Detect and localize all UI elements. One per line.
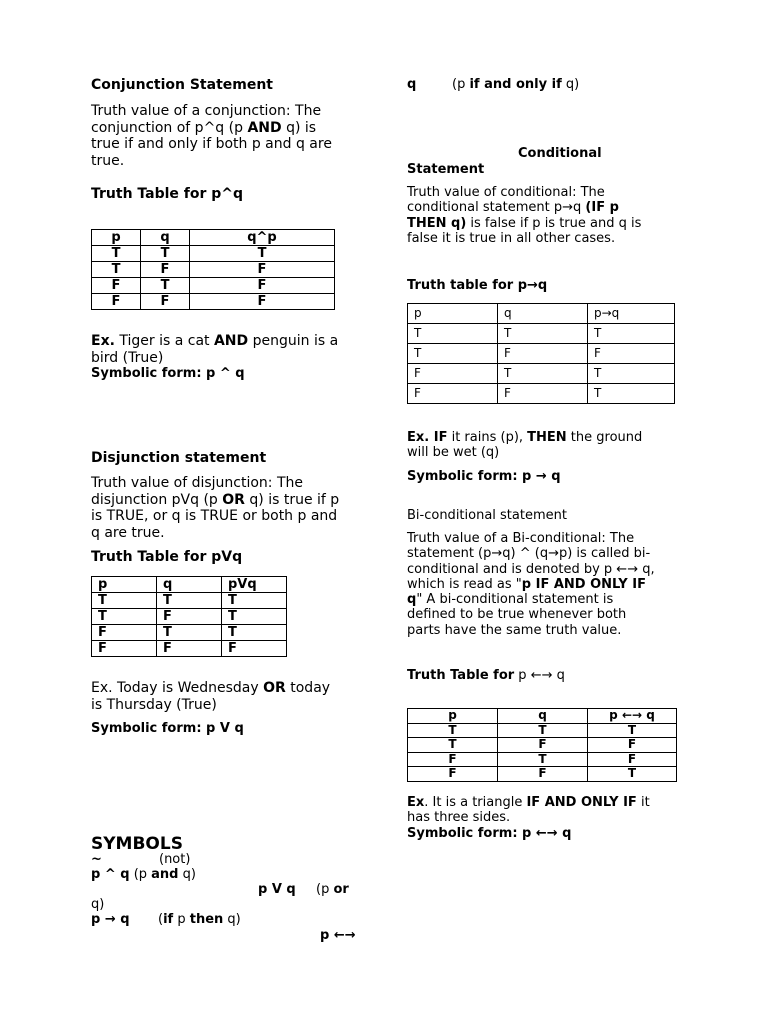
symbolic-form <box>91 366 381 383</box>
not-label: (not) <box>159 852 191 867</box>
table-row <box>408 324 675 344</box>
text-run: : p V q <box>196 721 244 736</box>
text-run: (p <box>452 77 470 92</box>
text-run: then <box>189 912 224 927</box>
text-run: q) <box>223 912 241 927</box>
text-run: Truth Table for <box>407 668 515 683</box>
text-run: " A bi-conditional statement is <box>416 592 614 608</box>
table-row <box>408 709 677 724</box>
text-line: is TRUE, or q is TRUE or both p and <box>91 508 338 524</box>
biconditional-definition <box>407 531 697 638</box>
text-line: statement (p→q) ^ (q→p) is called bi- <box>407 546 651 562</box>
conditional-truth-table <box>407 303 675 404</box>
text-run: : p ^ q <box>196 366 245 381</box>
table-cell: T <box>92 609 157 625</box>
table-cell: q^p <box>190 230 335 246</box>
table-row <box>92 641 287 657</box>
table-cell: p <box>92 577 157 593</box>
text-run: conjunction of p^q (p <box>91 119 248 136</box>
table-row <box>92 625 287 641</box>
text-run: it <box>636 795 650 810</box>
conjunction-table-title: Truth Table for p^q <box>91 186 244 202</box>
text-run: if and only if <box>469 77 562 92</box>
or-label <box>316 882 349 898</box>
text-run: OR <box>263 680 286 696</box>
table-row <box>92 577 287 593</box>
conditional-heading: Conditional <box>518 146 602 161</box>
table-cell: p→q <box>588 304 675 324</box>
text-line: Truth value of a conjunction: The <box>91 103 322 119</box>
text-run: Symbolic form <box>407 825 513 841</box>
iff-label <box>452 77 579 93</box>
symbolic-form <box>91 721 244 736</box>
text-run: (p <box>316 882 334 897</box>
table-row <box>408 723 677 738</box>
text-run: q) is <box>281 119 317 136</box>
table-cell: q <box>498 709 588 724</box>
disjunction-table-title: Truth Table for pVq <box>91 549 243 565</box>
table-cell: F <box>190 294 335 310</box>
text-run: if <box>163 912 174 927</box>
table-cell: F <box>408 364 498 384</box>
table-cell: F <box>141 262 190 278</box>
text-run: disjunction pVq (p <box>91 491 223 508</box>
text-line: bird (True) <box>91 349 164 366</box>
table-cell: F <box>588 344 675 364</box>
table-cell: T <box>141 278 190 294</box>
text-line <box>407 216 687 231</box>
text-run: THEN q) <box>407 215 467 231</box>
table-row <box>92 262 335 278</box>
table-cell: T <box>588 324 675 344</box>
disjunction-truth-table <box>91 576 287 657</box>
table-cell: F <box>408 752 498 767</box>
table-cell: F <box>92 625 157 641</box>
table-cell: q <box>498 304 588 324</box>
text-run: ( <box>158 912 164 927</box>
table-row <box>92 593 287 609</box>
symbols-heading: SYMBOLS <box>91 834 183 854</box>
biconditional-table-title <box>407 668 565 684</box>
table-row <box>92 609 287 625</box>
table-cell: T <box>498 324 588 344</box>
text-run: p IF AND ONLY IF <box>521 576 646 592</box>
table-cell: T <box>92 262 141 278</box>
table-cell: T <box>588 767 677 782</box>
table-cell: T <box>141 246 190 262</box>
table-row <box>408 767 677 782</box>
text-run: THEN <box>527 430 567 445</box>
conditional-heading-continued: Statement <box>407 162 485 177</box>
text-run: : p → q <box>512 469 561 484</box>
conjunction-truth-table <box>91 229 335 310</box>
table-cell: T <box>408 723 498 738</box>
table-cell: F <box>408 767 498 782</box>
table-cell: F <box>498 767 588 782</box>
table-cell: T <box>190 246 335 262</box>
biconditional-heading: Bi-conditional statement <box>407 508 567 523</box>
if-then-label <box>158 912 241 928</box>
iff-symbol: p ←→ <box>320 928 356 943</box>
text-run: is false if p is true and q is <box>466 215 642 231</box>
text-run: or <box>333 882 349 897</box>
text-line <box>91 120 381 137</box>
text-run: Symbolic form <box>91 366 197 381</box>
disjunction-example <box>91 680 381 713</box>
table-cell: T <box>588 384 675 404</box>
table-row <box>408 752 677 767</box>
text-run: and <box>151 867 179 882</box>
conjunction-example <box>91 333 381 383</box>
table-cell: p ←→ q <box>588 709 677 724</box>
text-line <box>407 577 697 592</box>
table-cell: F <box>190 262 335 278</box>
conditional-definition <box>407 185 687 246</box>
table-cell: T <box>92 593 157 609</box>
table-cell: F <box>588 738 677 753</box>
or-symbol: p V q <box>258 882 296 897</box>
text-line: defined to be true whenever both <box>407 607 627 623</box>
text-run: q <box>407 592 417 608</box>
table-cell: p <box>408 304 498 324</box>
text-line: Truth value of a Bi-conditional: The <box>407 531 635 546</box>
table-row <box>92 294 335 310</box>
text-run: . It is a triangle <box>424 795 527 810</box>
text-run: Ex. <box>91 333 115 349</box>
text-run: (IF p <box>585 200 619 216</box>
table-cell: T <box>222 625 287 641</box>
text-line: Truth value of conditional: The <box>407 185 605 200</box>
text-line: true if and only if both p and q are <box>91 136 332 152</box>
text-run: Ex <box>407 795 425 810</box>
table-cell: F <box>222 641 287 657</box>
text-run: which is read as " <box>407 576 522 592</box>
table-cell: F <box>498 738 588 753</box>
table-row <box>92 246 335 262</box>
text-run: Ex. Today is Wednesday <box>91 680 264 696</box>
if-then-symbol: p → q <box>91 912 130 927</box>
table-cell: T <box>588 364 675 384</box>
symbolic-form <box>407 469 561 485</box>
text-line: conditional and is denoted by p ←→ q, <box>407 561 655 577</box>
and-symbol-line <box>91 867 196 883</box>
text-line: parts have the same truth value. <box>407 622 622 638</box>
text-run: IF AND ONLY IF <box>526 795 637 810</box>
table-cell: F <box>498 384 588 404</box>
text-line: q are true. <box>91 524 165 541</box>
text-line <box>91 492 381 509</box>
text-line <box>407 200 687 215</box>
text-run: AND <box>213 333 249 349</box>
text-run: : p ←→ q <box>512 825 572 841</box>
table-cell: T <box>498 364 588 384</box>
not-symbol: ~ <box>91 852 102 867</box>
table-cell: q <box>157 577 222 593</box>
disjunction-definition <box>91 475 381 541</box>
text-line <box>407 592 697 607</box>
table-cell: F <box>92 278 141 294</box>
text-line: is Thursday (True) <box>91 696 217 713</box>
text-run: Symbolic form <box>407 469 513 484</box>
text-run: q) is true if p <box>244 491 340 508</box>
text-run: q) <box>561 77 580 92</box>
table-cell: F <box>190 278 335 294</box>
text-run: Symbolic form <box>91 721 197 736</box>
table-cell: F <box>498 344 588 364</box>
text-run: AND <box>247 119 282 136</box>
text-run: Ex. IF <box>407 430 448 445</box>
table-cell: T <box>92 246 141 262</box>
text-run: q) <box>178 867 196 882</box>
text-run: p <box>173 912 190 927</box>
symbolic-form <box>407 826 697 841</box>
table-cell: F <box>588 752 677 767</box>
table-row <box>92 278 335 294</box>
table-cell: T <box>498 752 588 767</box>
text-run: OR <box>222 491 245 508</box>
table-cell: T <box>408 344 498 364</box>
table-cell: F <box>157 609 222 625</box>
text-line: Truth value of disjunction: The <box>91 475 303 491</box>
text-run: conditional statement p→q <box>407 200 586 216</box>
table-cell: pVq <box>222 577 287 593</box>
table-cell: F <box>408 384 498 404</box>
table-cell: T <box>408 738 498 753</box>
text-line: true. <box>91 152 125 169</box>
text-run: (p <box>129 867 152 882</box>
text-run: it rains (p), <box>447 430 528 445</box>
text-run: penguin is a <box>248 333 339 349</box>
table-cell: T <box>157 593 222 609</box>
table-cell: T <box>222 593 287 609</box>
conjunction-definition <box>91 103 381 169</box>
disjunction-heading: Disjunction statement <box>91 450 267 466</box>
table-cell: F <box>141 294 190 310</box>
text-line: false it is true in all other cases. <box>407 230 616 246</box>
conditional-table-title: Truth table for p→q <box>407 278 548 293</box>
text-run: Tiger is a cat <box>114 333 214 349</box>
table-cell: T <box>498 723 588 738</box>
conditional-example <box>407 430 687 461</box>
table-row <box>408 344 675 364</box>
text-run: p ←→ q <box>514 668 565 683</box>
iff-symbol-continued: q <box>407 77 417 92</box>
table-row <box>408 384 675 404</box>
table-row <box>408 304 675 324</box>
or-label-continued: q) <box>91 897 105 912</box>
text-line <box>407 430 687 445</box>
table-cell: F <box>92 294 141 310</box>
table-cell: q <box>141 230 190 246</box>
table-cell: F <box>92 641 157 657</box>
text-run: the ground <box>566 430 643 445</box>
table-cell: T <box>157 625 222 641</box>
text-line <box>91 680 381 697</box>
table-row <box>408 738 677 753</box>
conjunction-heading: Conjunction Statement <box>91 77 273 93</box>
table-cell: T <box>588 723 677 738</box>
biconditional-truth-table <box>407 708 677 782</box>
table-cell: p <box>408 709 498 724</box>
text-run: p ^ q <box>91 867 130 882</box>
table-cell: T <box>222 609 287 625</box>
table-cell: F <box>157 641 222 657</box>
biconditional-example <box>407 795 697 841</box>
text-line: has three sides. <box>407 810 511 826</box>
table-row <box>92 230 335 246</box>
table-row <box>408 364 675 384</box>
table-cell: p <box>92 230 141 246</box>
table-cell: T <box>408 324 498 344</box>
text-line: will be wet (q) <box>407 445 500 461</box>
text-run: today <box>285 680 331 696</box>
text-line <box>91 333 381 350</box>
text-line <box>407 795 697 810</box>
